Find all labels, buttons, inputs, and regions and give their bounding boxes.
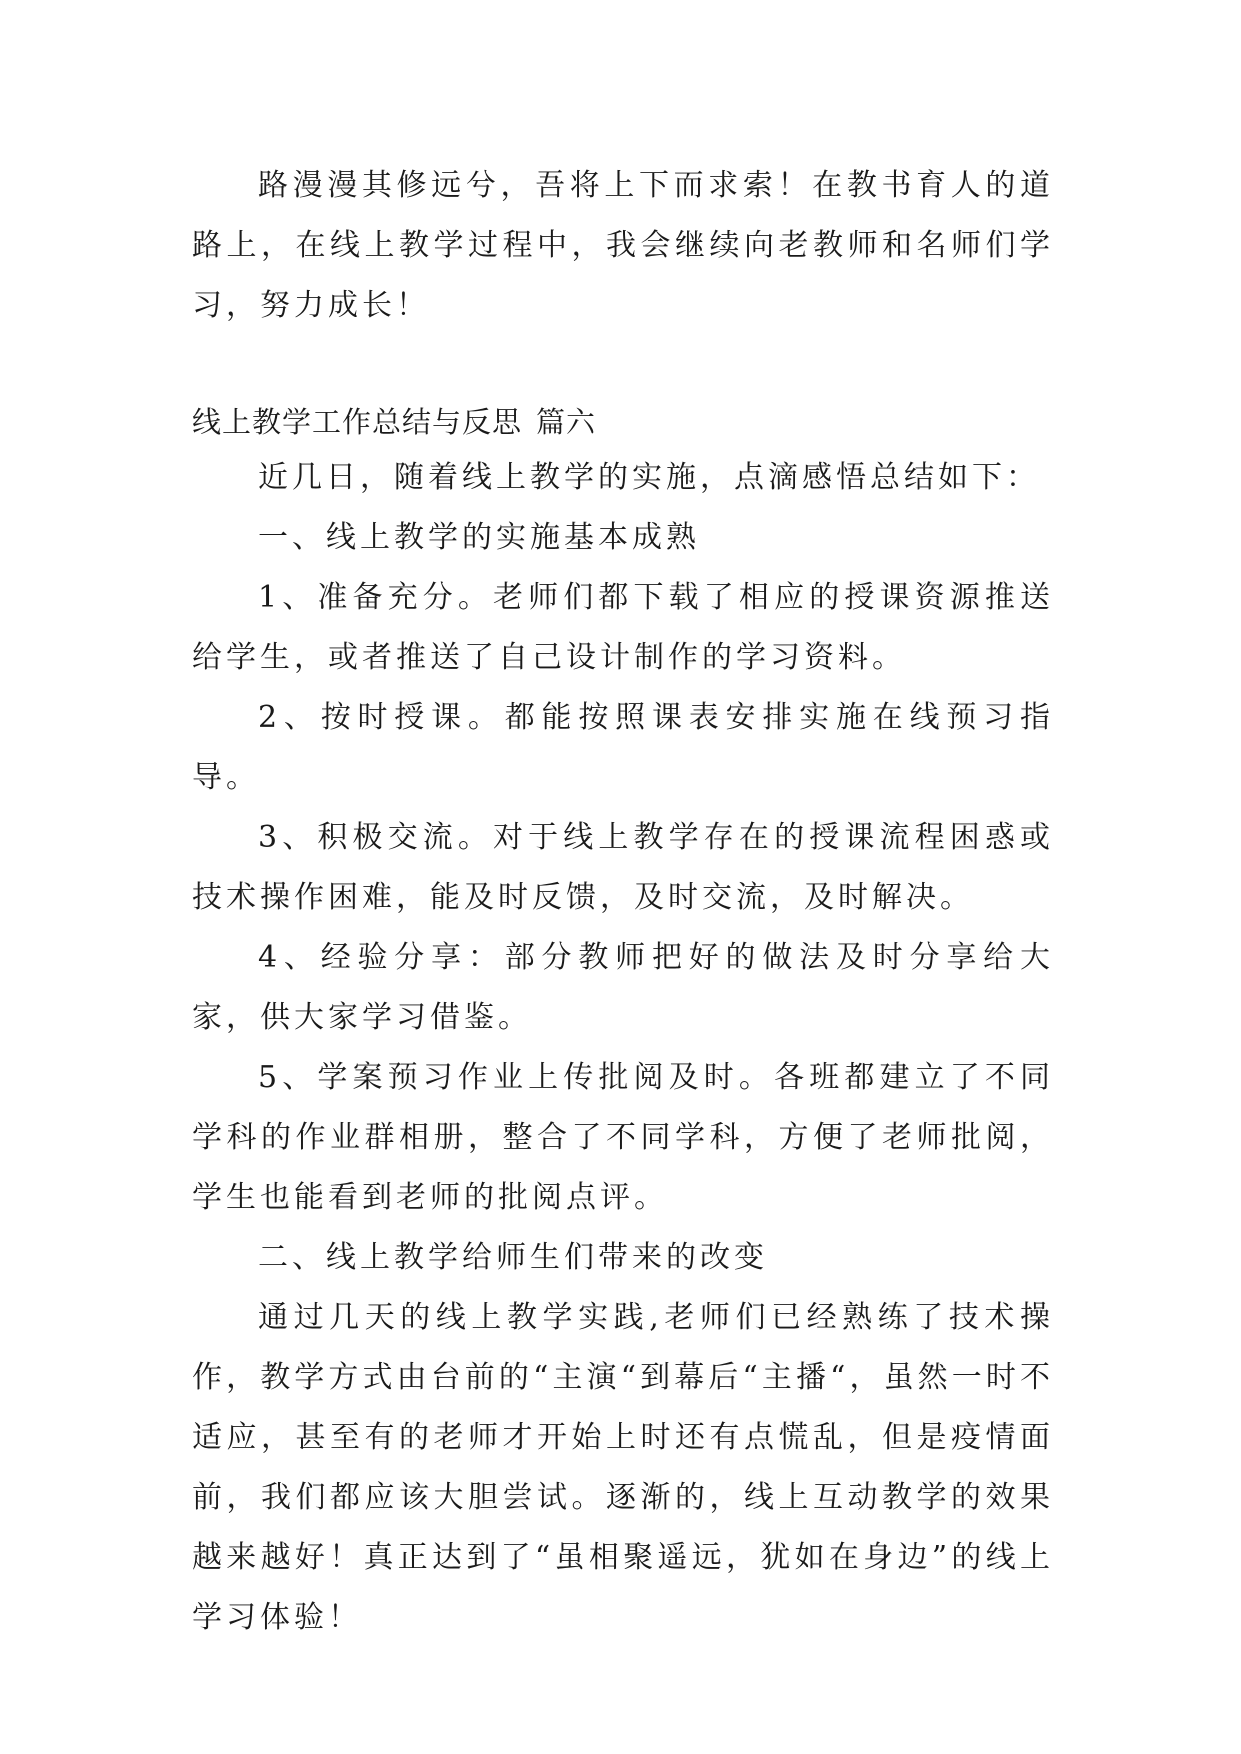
section-title-text: 线上教学工作总结与反思 <box>192 405 523 439</box>
paragraph-intro-summary: 近几日，随着线上教学的实施，点滴感悟总结如下： <box>258 460 1040 495</box>
document-body <box>192 156 1054 1648</box>
section-tag: 篇六 <box>536 405 597 439</box>
paragraph-item-4: 4、经验分享：部分教师把好的做法及时分享给大家，供大家学习借鉴。 <box>192 940 1054 1035</box>
paragraph-item-3: 3、积极交流。对于线上教学存在的授课流程困惑或技术操作困难，能及时反馈，及时交流，及时解决。 <box>192 820 1054 915</box>
heading-part-one: 一、线上教学的实施基本成熟 <box>258 520 700 555</box>
intro-paragraph: 路漫漫其修远兮，吾将上下而求索！在教书育人的道路上，在线上教学过程中，我会继续向老教师和名师们学习，努力成长！ <box>192 168 1054 323</box>
section-title <box>192 396 1054 448</box>
paragraph-item-5: 5、学案预习作业上传批阅及时。各班都建立了不同学科的作业群相册，整合了不同学科，方便了老师批阅，学生也能看到老师的批阅点评。 <box>192 1060 1054 1215</box>
paragraph-item-2: 2、按时授课。都能按照课表安排实施在线预习指导。 <box>192 700 1054 795</box>
paragraph-practice: 通过几天的线上教学实践,老师们已经熟练了技术操作，教学方式由台前的“主演“到幕后“主播“，虽然一时不适应，甚至有的老师才开始上时还有点慌乱，但是疫情面前，我们都应该大胆尝试。逐渐的，线上互动教学的效果越来越好！真正达到了“虽相聚遥远，犹如在身边”的线上学习体验！ <box>192 1300 1054 1635</box>
paragraph-item-1: 1、准备充分。老师们都下载了相应的授课资源推送给学生，或者推送了自己设计制作的学习资料。 <box>192 580 1054 675</box>
heading-part-two: 二、线上教学给师生们带来的改变 <box>258 1240 768 1275</box>
